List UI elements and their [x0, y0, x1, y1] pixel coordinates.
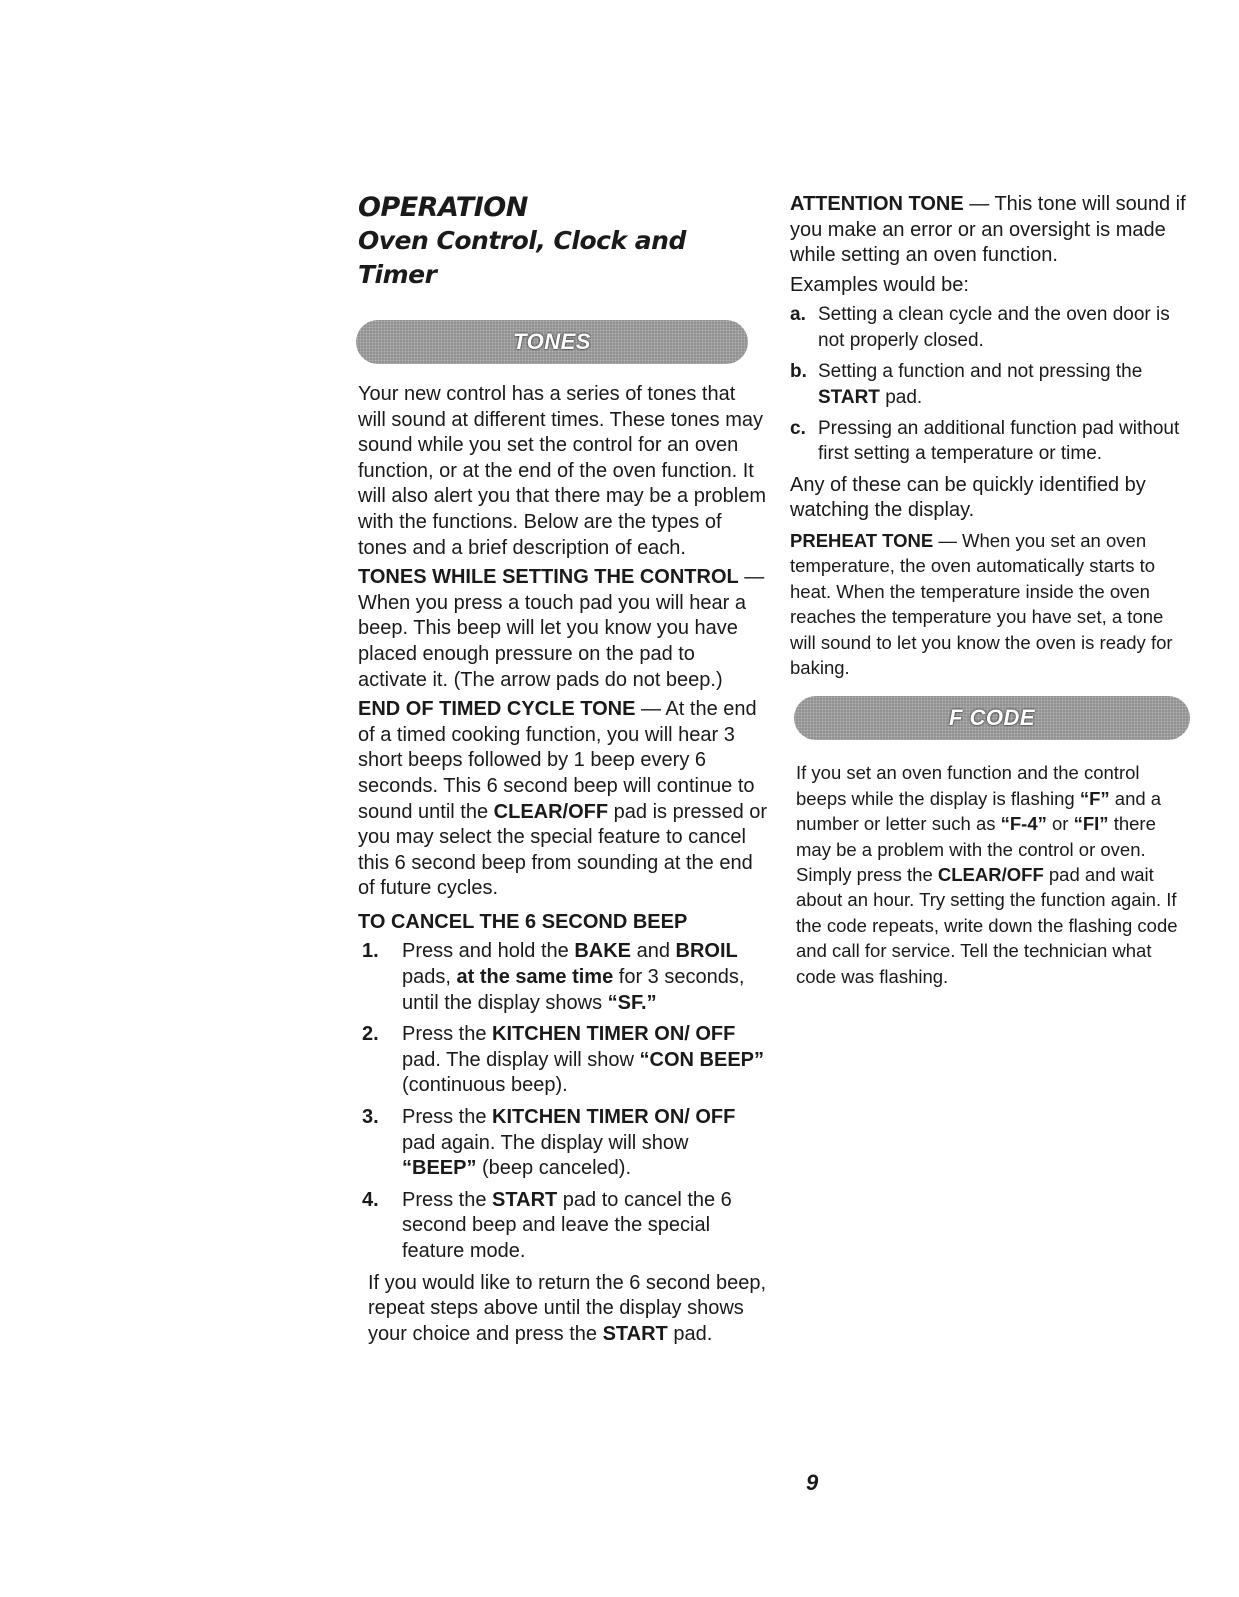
fcode-text: If you set an oven function and the control beeps while the display is flashing — [796, 762, 1140, 809]
left-column — [358, 192, 768, 1351]
cancel-steps — [358, 939, 768, 1264]
list-item — [358, 1105, 768, 1182]
list-item — [358, 1188, 768, 1265]
return-paragraph — [358, 1271, 768, 1348]
step-bold: “CON BEEP” — [639, 1048, 764, 1071]
page-number: 9 — [806, 1470, 819, 1495]
example-bold: START — [818, 386, 880, 408]
step-bold: START — [492, 1188, 558, 1211]
step-text: Press the — [402, 1106, 493, 1129]
step-bold: at the same time — [456, 966, 614, 989]
fcode-text: pad and wait about an hour. Try setting the function again. If the code repeats, write down the flashing code and call for service. Tell the technician what code was flashing. — [796, 864, 1178, 987]
step-text: and — [631, 940, 676, 963]
step-number: 4. — [362, 1188, 379, 1211]
list-item — [358, 1022, 768, 1099]
end-cycle-text-2: pad is pressed or you may select the special feature to cancel this 6 second beep from sounding at the end of future cycles. — [358, 800, 768, 900]
fcode-text: and a number or letter such as — [796, 787, 1162, 835]
examples-list — [790, 302, 1190, 466]
step-text: (beep canceled). — [476, 1157, 632, 1180]
cancel-heading — [358, 910, 768, 936]
attention-label: ATTENTION TONE — [790, 193, 964, 215]
example-letter: a. — [790, 304, 806, 326]
step-bold: KITCHEN TIMER ON/ OFF — [492, 1023, 736, 1046]
return-bold: START — [602, 1322, 668, 1345]
fcode-bold: CLEAR/OFF — [937, 864, 1044, 886]
preheat-label: PREHEAT TONE — [790, 530, 934, 551]
fcode-text: or — [1046, 813, 1074, 835]
step-text: for 3 seconds, until the display shows — [402, 966, 745, 1014]
list-item — [790, 302, 1190, 353]
step-text: Press the — [402, 1023, 493, 1046]
clear-off-label: CLEAR/OFF — [493, 800, 609, 823]
list-item — [358, 939, 768, 1016]
step-bold: “SF.” — [607, 991, 657, 1014]
step-text: pad to cancel the 6 second beep and leave the special feature mode. — [402, 1188, 732, 1262]
setting-tone-label: TONES WHILE SETTING THE CONTROL — [358, 566, 739, 589]
end-cycle-label: END OF TIMED CYCLE TONE — [358, 698, 636, 721]
step-number: 3. — [362, 1106, 379, 1129]
attention-text: — This tone will sound if you make an error or an oversight is made while setting an oven function. — [790, 193, 1186, 267]
tones-intro: Your new control has a series of tones that will sound at different times. These tones may sound while you set the control for an oven function, or at the end of the oven function. It will also alert you that there may be a problem with the functions. Below are the types of tones and a brief description of each. — [358, 383, 766, 559]
step-text: Press the — [402, 1188, 493, 1211]
return-end: pad. — [667, 1322, 713, 1345]
examples-label: Examples would be: — [790, 273, 969, 296]
fcode-paragraph — [790, 760, 1190, 989]
fcode-bold: “F” — [1079, 787, 1110, 809]
step-number: 1. — [362, 940, 379, 963]
page-subtitle: Oven Control, Clock and Timer — [358, 226, 686, 289]
step-bold: KITCHEN TIMER ON/ OFF — [492, 1106, 736, 1129]
step-number: 2. — [362, 1023, 379, 1046]
attention-after: Any of these can be quickly identified by watching the display. — [790, 473, 1146, 522]
right-column — [790, 192, 1190, 993]
tones-banner — [356, 320, 748, 364]
end-cycle-paragraph — [358, 697, 768, 902]
example-text: Setting a clean cycle and the oven door is not properly closed. — [818, 304, 1170, 351]
step-bold: BAKE — [574, 940, 632, 963]
example-text: Setting a function and not pressing the — [818, 361, 1143, 383]
fcode-banner — [794, 696, 1190, 740]
preheat-paragraph — [790, 528, 1190, 680]
return-text: If you would like to return the 6 second beep, repeat steps above until the display shows your choice and press the — [368, 1271, 767, 1345]
fcode-bold: “F-4” — [1000, 813, 1047, 835]
example-letter: c. — [790, 418, 806, 439]
example-letter: b. — [790, 361, 807, 383]
attention-paragraph — [790, 192, 1190, 269]
example-text: pad. — [879, 386, 923, 408]
cancel-heading-text: TO CANCEL THE 6 SECOND BEEP — [358, 910, 688, 933]
step-text: Press and hold the — [402, 940, 575, 963]
step-text: pad again. The display will show — [402, 1131, 689, 1154]
list-item — [790, 416, 1190, 467]
setting-tone-paragraph — [358, 565, 768, 693]
setting-tone-text: — When you press a touch pad you will hear a beep. This beep will let you know you have placed enough pressure on the pad to activate it. (The arrow pads do not beep.) — [358, 566, 765, 691]
list-item — [790, 359, 1190, 410]
step-text: pads, — [402, 966, 457, 989]
step-bold: BROIL — [675, 940, 738, 963]
fcode-banner-label: F CODE — [948, 705, 1036, 731]
preheat-text: — When you set an oven temperature, the oven automatically starts to heat. When the temperature inside the oven reaches the temperature you have set, a tone will sound to let you know the oven is ready for baking. — [790, 530, 1173, 679]
fcode-bold: “FI” — [1073, 813, 1109, 835]
fcode-text: there may be a problem with the control or oven. Simply press the — [796, 813, 1156, 886]
tones-banner-label: TONES — [513, 329, 591, 354]
step-text: pad. The display will show — [402, 1048, 640, 1071]
section-title: OPERATION — [358, 192, 528, 223]
end-cycle-text: — At the end of a timed cooking function, you will hear 3 short beeps followed by 1 beep every 6 seconds. This 6 second beep will continue to sound until the — [358, 698, 757, 823]
step-bold: “BEEP” — [402, 1157, 477, 1180]
example-text: Pressing an additional function pad without first setting a temperature or time. — [818, 418, 1180, 465]
step-text: (continuous beep). — [402, 1074, 568, 1097]
